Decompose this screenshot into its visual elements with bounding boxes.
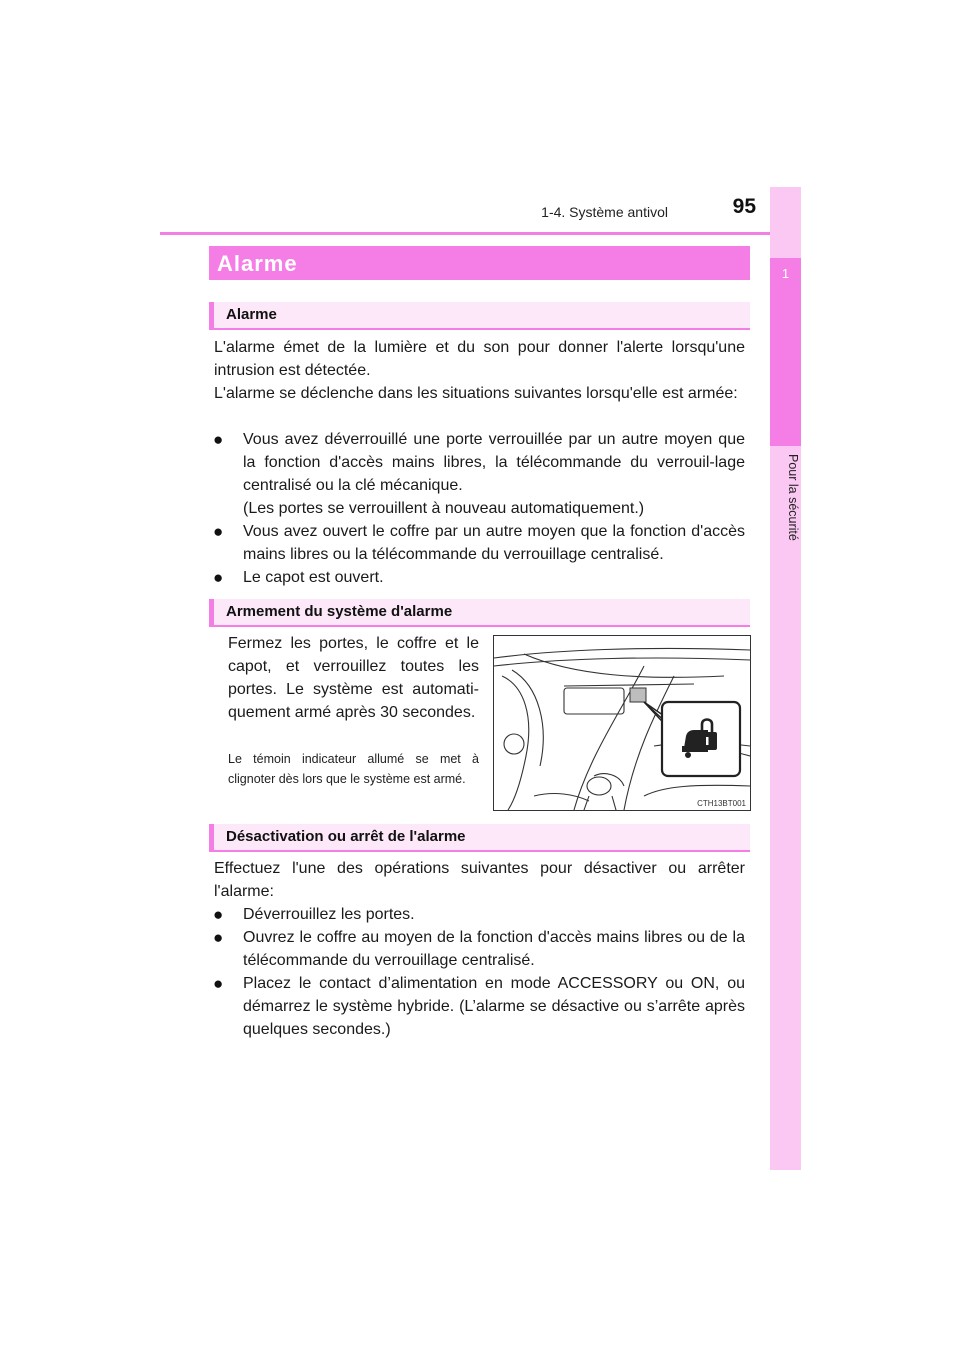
bullet-dot-icon: ● [213,905,224,924]
alarme-intro-2: L'alarme se déclenche dans les situations suivantes lorsqu'elle est armée: [214,385,738,402]
dashboard-figure [493,635,751,811]
page-title-bar [209,246,750,280]
bullet-dot-icon: ● [213,974,224,993]
bullet-dot-icon: ● [213,522,224,541]
alarme-bullet-1 [213,428,745,497]
header-rule [160,232,800,235]
alarme-bullet-1-note: (Les portes se verrouillent à nouveau automatiquement.) [243,500,645,517]
section-heading-text: Alarme [226,306,277,323]
alarme-intro-1: L'alarme émet de la lumière et du son pour donner l'alerte lorsqu'une intrusion est détectée. [214,339,745,379]
alarme-bullet-3-text: Le capot est ouvert. [243,569,384,586]
alarme-bullet-2-text: Vous avez ouvert le coffre par un autre moyen que la fonction d'accès mains libres ou la télécommande du verrouillage centralisé. [243,523,745,563]
section-heading-armement [209,599,750,627]
page-title: Alarme [217,251,298,276]
chapter-number: 1 [781,266,790,281]
bullet-dot-icon: ● [213,928,224,947]
armement-note: Le témoin indicateur allumé se met à clignoter dès lors que le système est armé. [228,752,479,786]
desactivation-bullet-3 [213,972,745,1041]
desactivation-bullet-2 [213,926,745,972]
page-number: 95 [732,195,756,218]
bullet-dot-icon: ● [213,568,224,587]
chapter-label: Pour la sécurité [786,454,800,541]
alarme-bullet-2 [213,520,745,566]
desactivation-bullet-1-text: Déverrouillez les portes. [243,906,415,923]
bullet-dot-icon: ● [213,430,224,449]
alarme-bullet-1-text: Vous avez déverrouillé une porte verrouillée par un autre moyen que la fonction d'accès mains libres, la télécommande du verrouil-lage centralisé ou la clé mécanique. [243,431,745,494]
alarme-bullet-3 [213,566,745,589]
desactivation-bullet-3-text: Placez le contact d’alimentation en mode ACCESSORY ou ON, ou démarrez le système hybride. (L’alarme se désactive ou s’arrête après quelques secondes.) [243,975,745,1038]
running-header-section: 1-4. Système antivol [541,204,668,220]
desactivation-bullet-2-text: Ouvrez le coffre au moyen de la fonction d'accès mains libres ou de la télécommande du verrouillage centralisé. [243,929,745,969]
desactivation-intro: Effectuez l'une des opérations suivantes pour désactiver ou arrêter l'alarme: [214,860,745,900]
desactivation-bullet-1 [213,903,745,926]
figure-code: CTH13BT001 [697,799,746,808]
section-heading-text: Désactivation ou arrêt de l'alarme [226,828,466,845]
chapter-number-tab [770,258,801,446]
armement-text: Fermez les portes, le coffre et le capot, et verrouillez toutes les portes. Le système est automati-quement armé après 30 secondes. [228,635,479,721]
section-heading-text: Armement du système d'alarme [226,603,453,620]
section-heading-alarme [209,302,750,330]
section-heading-desactivation [209,824,750,852]
dashboard-illustration [494,636,750,810]
